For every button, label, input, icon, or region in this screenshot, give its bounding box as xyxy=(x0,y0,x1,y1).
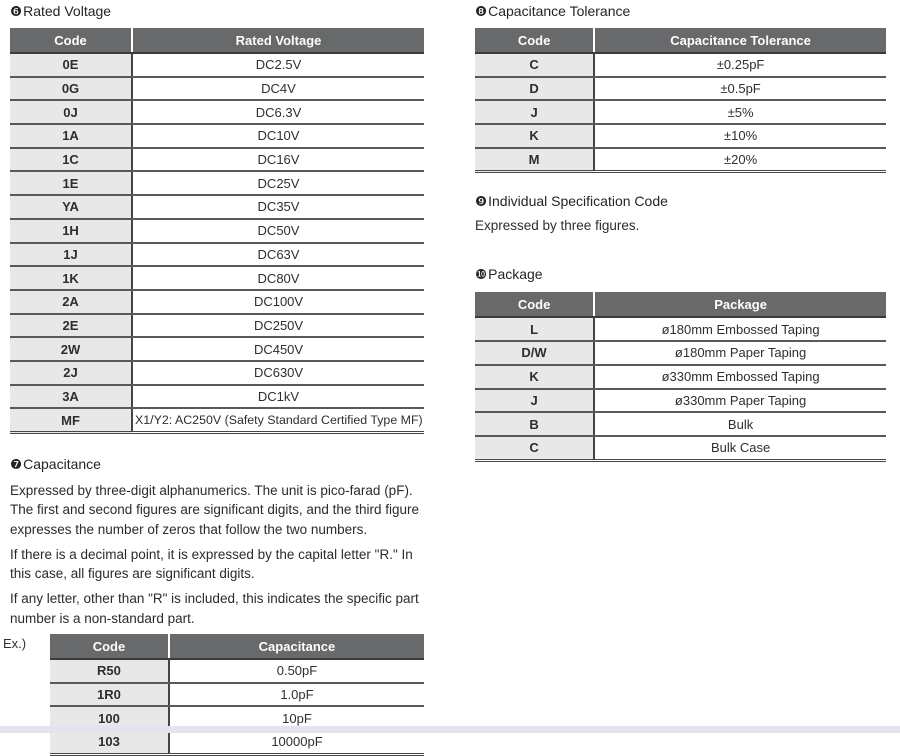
table-row xyxy=(10,385,424,409)
code-cell: K xyxy=(475,365,594,389)
table-header-row xyxy=(475,28,886,53)
code-cell: C xyxy=(475,53,594,77)
capacitance-title-text: Capacitance xyxy=(23,456,101,472)
value-cell: DC50V xyxy=(132,219,424,243)
code-cell: K xyxy=(475,124,594,148)
capacitance-paragraph-3: If any letter, other than "R" is included, this indicates the specific part number is a non-standard part. xyxy=(10,591,419,626)
column-header: Capacitance Tolerance xyxy=(594,28,886,53)
circled-10-icon: ❿ xyxy=(475,267,488,284)
value-cell: ø330mm Paper Taping xyxy=(594,389,886,413)
code-cell: D xyxy=(475,77,594,101)
column-header: Code xyxy=(50,634,169,659)
capacitance-paragraph-1: Expressed by three-digit alphanumerics. The unit is pico-farad (pF). The first and second figures are significant digits, and the third figure expresses the number of zeros that follow the two numbers. xyxy=(10,483,419,537)
table-header-row xyxy=(475,292,886,317)
code-cell: D/W xyxy=(475,341,594,365)
value-cell: ±5% xyxy=(594,100,886,124)
value-cell: DC80V xyxy=(132,266,424,290)
circled-7-icon: ❼ xyxy=(10,457,23,473)
value-cell: ±10% xyxy=(594,124,886,148)
example-label: Ex.) xyxy=(3,636,27,652)
table-row xyxy=(475,53,886,77)
table-row xyxy=(10,124,424,148)
capacitance-paragraph-2: If there is a decimal point, it is expressed by the capital letter "R." In this case, all figures are significant digits. xyxy=(10,546,413,582)
table-row xyxy=(10,266,424,290)
code-cell: 0E xyxy=(10,53,132,77)
table-row xyxy=(10,100,424,124)
table-row xyxy=(475,148,886,172)
table-row xyxy=(10,337,424,361)
table-row xyxy=(50,730,424,754)
value-cell: ±0.5pF xyxy=(594,77,886,101)
table-header-row xyxy=(10,28,424,53)
section-title-package xyxy=(475,266,886,284)
value-cell: DC25V xyxy=(132,171,424,195)
section-title-individual-specification-code xyxy=(475,193,886,211)
value-cell: DC16V xyxy=(132,148,424,172)
table-row xyxy=(10,53,424,77)
rated-voltage-table xyxy=(10,28,424,434)
table-header-row xyxy=(50,634,424,659)
code-cell: 1E xyxy=(10,171,132,195)
code-cell: 1J xyxy=(10,243,132,267)
table-row xyxy=(475,389,886,413)
code-cell: 3A xyxy=(10,385,132,409)
code-cell: 2A xyxy=(10,290,132,314)
value-cell: ø330mm Embossed Taping xyxy=(594,365,886,389)
code-cell: R50 xyxy=(50,659,169,683)
column-header: Rated Voltage xyxy=(132,28,424,53)
table-row xyxy=(10,195,424,219)
value-cell: Bulk Case xyxy=(594,436,886,460)
value-cell: ±20% xyxy=(594,148,886,172)
value-cell: ø180mm Paper Taping xyxy=(594,341,886,365)
table-row xyxy=(475,124,886,148)
capacitance-tolerance-table xyxy=(475,28,886,173)
package-table xyxy=(475,292,886,461)
column-header: Code xyxy=(475,28,594,53)
value-cell: DC100V xyxy=(132,290,424,314)
code-cell: 2W xyxy=(10,337,132,361)
value-cell: DC250V xyxy=(132,314,424,338)
table-row xyxy=(10,219,424,243)
value-cell: 10pF xyxy=(169,706,424,730)
column-header: Code xyxy=(10,28,132,53)
code-cell: MF xyxy=(10,408,132,432)
code-cell: B xyxy=(475,412,594,436)
code-cell: 1R0 xyxy=(50,683,169,707)
code-cell: 100 xyxy=(50,706,169,730)
code-cell: J xyxy=(475,389,594,413)
value-cell: 1.0pF xyxy=(169,683,424,707)
table-row xyxy=(10,361,424,385)
capacitance-example-table xyxy=(50,634,424,756)
table-row xyxy=(475,77,886,101)
code-cell: M xyxy=(475,148,594,172)
page-bottom-band xyxy=(0,726,900,733)
value-cell: ø180mm Embossed Taping xyxy=(594,317,886,341)
circled-6-icon: ❻ xyxy=(10,4,23,20)
table-row xyxy=(475,317,886,341)
table-row xyxy=(475,341,886,365)
code-cell: 103 xyxy=(50,730,169,754)
code-cell: L xyxy=(475,317,594,341)
circled-9-icon: ❾ xyxy=(475,194,488,211)
code-cell: 2J xyxy=(10,361,132,385)
code-cell: 1A xyxy=(10,124,132,148)
value-cell: DC450V xyxy=(132,337,424,361)
code-cell: 1C xyxy=(10,148,132,172)
value-cell: Bulk xyxy=(594,412,886,436)
code-cell: YA xyxy=(10,195,132,219)
table-row xyxy=(10,408,424,432)
code-cell: 1K xyxy=(10,266,132,290)
table-row xyxy=(475,412,886,436)
section-title-capacitance xyxy=(10,456,424,474)
section-title-capacitance-tolerance xyxy=(475,3,886,21)
value-cell: DC10V xyxy=(132,124,424,148)
capacitance-example xyxy=(3,634,424,756)
left-column xyxy=(3,3,424,756)
code-cell: 0J xyxy=(10,100,132,124)
capacitance-tolerance-title-text: Capacitance Tolerance xyxy=(488,3,631,19)
value-cell: DC63V xyxy=(132,243,424,267)
column-header: Package xyxy=(594,292,886,317)
value-cell: 0.50pF xyxy=(169,659,424,683)
value-cell: 10000pF xyxy=(169,730,424,754)
table-row xyxy=(475,436,886,460)
individual-specification-code-description: Expressed by three figures. xyxy=(475,218,640,234)
value-cell: DC1kV xyxy=(132,385,424,409)
right-column xyxy=(475,3,886,462)
code-cell: 0G xyxy=(10,77,132,101)
package-title-text: Package xyxy=(488,266,543,283)
code-cell: 1H xyxy=(10,219,132,243)
code-cell: 2E xyxy=(10,314,132,338)
column-header: Capacitance xyxy=(169,634,424,659)
table-row xyxy=(10,290,424,314)
value-cell: DC4V xyxy=(132,77,424,101)
table-row xyxy=(10,77,424,101)
individual-specification-code-title-text: Individual Specification Code xyxy=(488,193,668,210)
value-cell: ±0.25pF xyxy=(594,53,886,77)
circled-8-icon: ❽ xyxy=(475,4,488,20)
value-cell: DC2.5V xyxy=(132,53,424,77)
table-row xyxy=(10,314,424,338)
table-row xyxy=(10,171,424,195)
value-cell: DC35V xyxy=(132,195,424,219)
table-row xyxy=(50,659,424,683)
table-row xyxy=(50,683,424,707)
value-cell: DC630V xyxy=(132,361,424,385)
table-row xyxy=(475,100,886,124)
rated-voltage-title-text: Rated Voltage xyxy=(23,3,112,19)
value-cell: X1/Y2: AC250V (Safety Standard Certified Type MF) xyxy=(132,408,424,432)
value-cell: DC6.3V xyxy=(132,100,424,124)
table-row xyxy=(10,243,424,267)
table-row xyxy=(475,365,886,389)
code-cell: C xyxy=(475,436,594,460)
column-header: Code xyxy=(475,292,594,317)
code-cell: J xyxy=(475,100,594,124)
table-row xyxy=(10,148,424,172)
section-title-rated-voltage xyxy=(10,3,424,21)
